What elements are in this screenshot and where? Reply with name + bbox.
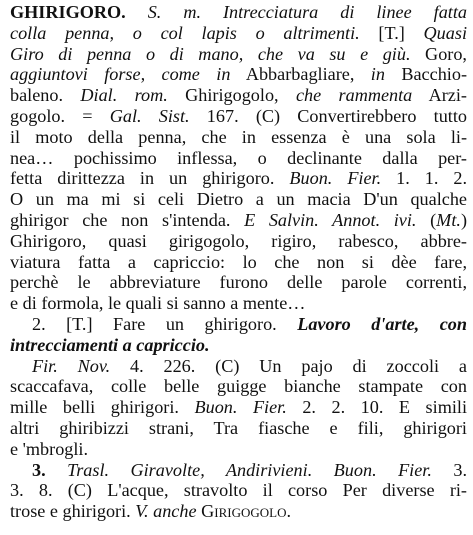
entry-text-line (10, 210, 467, 231)
entry-text-line (10, 397, 467, 418)
entry-text-segment: O un ma mi si celi Dietro a un macia D'un qualche (10, 189, 467, 210)
entry-text-segment: Lavoro d'arte, con (297, 313, 467, 334)
entry-text-line (10, 252, 467, 273)
entry-text-line (10, 356, 467, 377)
entry-text-line (10, 2, 467, 23)
entry-text-line (10, 106, 467, 127)
entry-text-segment: scaccafava, colle belle guigge bianche stampate con (10, 376, 467, 397)
entry-text-line (10, 64, 467, 85)
entry-text-line (10, 376, 467, 397)
entry-text-segment: e 'mbrogli. (10, 438, 89, 459)
entry-text-segment: Goro, (410, 43, 467, 64)
entry-text-segment: nea… pochissimo inflessa, o declinante dalla per- (10, 147, 467, 168)
entry-text-segment: intrecciamenti a capriccio. (10, 334, 210, 355)
entry-text-line (10, 293, 467, 314)
entry-text-segment: 2. [T.] Fare un ghirigoro. (32, 313, 298, 334)
entry-text-segment: V. anche (135, 501, 197, 522)
entry-text-line (10, 127, 467, 148)
entry-text-segment: 167. (C) Convertirebbero tutto (189, 105, 468, 126)
entry-text-segment: fetta dirittezza in un ghirigoro. (10, 168, 290, 189)
entry-text-segment: il moto della penna, che in essenza è una sola li- (10, 126, 467, 147)
entry-text-line (10, 501, 467, 522)
entry-text-segment: che rammenta (295, 85, 413, 106)
dictionary-entry-ghirigoro (10, 2, 467, 522)
entry-text-segment: 3. (32, 459, 68, 480)
entry-text-segment: altri ghiribizzi strani, Tra fiasche e fili, ghirigori (10, 417, 467, 438)
entry-text-segment: ( (416, 209, 437, 230)
entry-text-line (10, 460, 467, 481)
entry-text-segment: aggiuntovi forse, come in (10, 64, 231, 85)
entry-text-segment: Buon. Fier. (194, 397, 287, 418)
entry-text-segment: e di formola, le quali si sanno a mente… (10, 293, 306, 314)
entry-text-segment: 4. 226. (C) Un pajo di zoccoli a (110, 355, 467, 376)
entry-text-segment: Buon. Fier. (289, 168, 382, 189)
entry-text-segment: baleno. (10, 85, 81, 106)
entry-text-segment: 1. 1. 2. (381, 168, 468, 189)
entry-text-segment (126, 2, 148, 22)
entry-text-line (10, 418, 467, 439)
entry-text-segment: gogolo. = (10, 105, 110, 126)
entry-text-line (10, 314, 467, 335)
entry-text-line (10, 85, 467, 106)
entry-text-segment: ghirigor che non s'intenda. (10, 209, 245, 230)
entry-text-segment: Gal. Sist. (109, 105, 190, 126)
entry-text-segment: 3. 8. (C) L'acque, stravolto il corso Per diverse ri- (10, 480, 467, 501)
entry-text-segment: Mt. (436, 209, 461, 230)
entry-text-segment: Quasi (423, 22, 467, 43)
entry-text-line (10, 439, 467, 460)
entry-text-line (10, 335, 467, 356)
entry-text-segment: Ghirigogolo, (167, 85, 296, 106)
entry-text-segment: Dial. rom. (80, 85, 168, 106)
entry-text-segment: viatura fatta a capriccio: lo che non si dèe fare, (10, 251, 467, 272)
entry-text-segment: Bacchio- (384, 64, 467, 85)
entry-text-segment: Ghirigoro, quasi girigogolo, rigiro, rabesco, abbre- (10, 230, 467, 251)
entry-text-segment: colla penna, o col lapis o altrimenti. (10, 22, 360, 43)
entry-text-segment: Abbarbagliare, (230, 64, 371, 85)
entry-text-line (10, 189, 467, 210)
entry-text-segment: S. m. Intrecciatura di linee fatta (147, 2, 468, 22)
entry-text-line (10, 148, 467, 169)
entry-text-segment: [T.] (359, 22, 424, 43)
entry-text-line (10, 272, 467, 293)
entry-text-segment: Giro di penna o di mano, che va su e giù. (10, 43, 411, 64)
entry-text-segment: GHIRIGORO. (10, 2, 126, 22)
entry-text-line (10, 44, 467, 65)
entry-text-segment: trose e ghirigori. (10, 501, 136, 522)
entry-text-line (10, 23, 467, 44)
entry-text-segment: Trasl. Giravolte, Andirivieni. Buon. Fier. (67, 459, 432, 480)
entry-text-segment: 3. (431, 459, 468, 480)
entry-text-segment: ) (460, 209, 467, 230)
entry-text-line (10, 168, 467, 189)
entry-text-line (10, 480, 467, 501)
entry-text-segment: 2. 2. 10. E simili (286, 397, 467, 418)
entry-text-segment: Girigogolo. (201, 501, 292, 522)
entry-text-segment: perchè le abbreviature furono delle parole correnti, (10, 272, 467, 293)
entry-text-segment: E Salvin. Annot. ivi. (244, 209, 417, 230)
entry-text-segment: Fir. Nov. (32, 355, 111, 376)
entry-text-segment: mille belli ghirigori. (10, 397, 195, 418)
entry-text-segment: in (370, 64, 385, 85)
entry-text-line (10, 231, 467, 252)
entry-text-segment: Arzi- (412, 85, 467, 106)
